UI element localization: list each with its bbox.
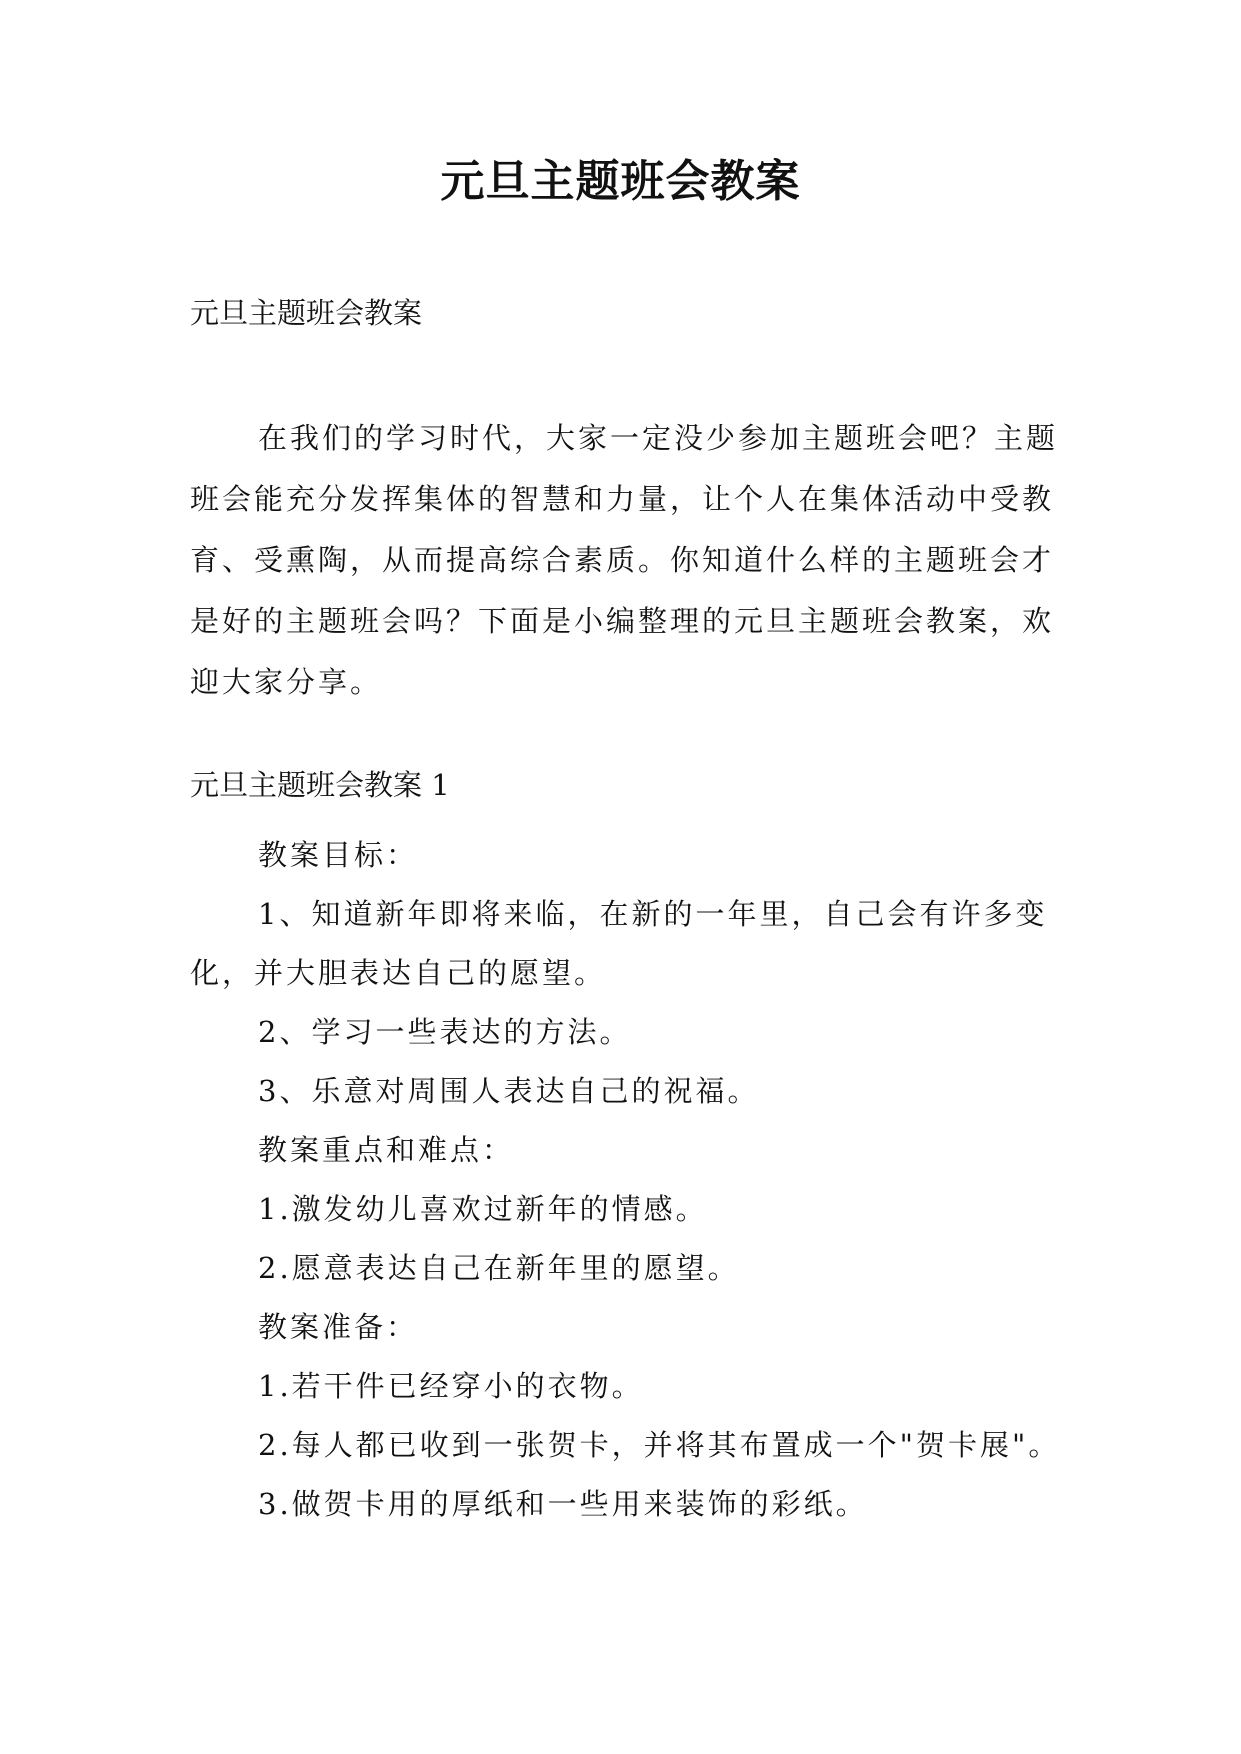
key-point-item: 2.愿意表达自己在新年里的愿望。 [258,1251,740,1285]
document-subtitle: 元旦主题班会教案 [190,296,423,330]
document-title: 元旦主题班会教案 [440,156,801,207]
key-points-heading: 教案重点和难点： [258,1133,515,1167]
objective-item: 1、知道新年即将来临，在新的一年里，自己会有许多变化，并大胆表达自己的愿望。 [190,897,1048,990]
preparation-item: 3.做贺卡用的厚纸和一些用来装饰的彩纸。 [258,1487,868,1521]
preparation-item: 1.若干件已经穿小的衣物。 [258,1369,644,1403]
objectives-heading: 教案目标： [258,838,419,872]
preparation-heading: 教案准备： [258,1310,419,1344]
key-point-item: 1.激发幼儿喜欢过新年的情感。 [258,1192,708,1226]
lesson-plan-body [190,826,1070,1534]
objective-item: 3、乐意对周围人表达自己的祝福。 [258,1074,760,1108]
preparation-item: 2.每人都已收到一张贺卡，并将其布置成一个"贺卡展"。 [258,1428,1061,1462]
intro-paragraph: 在我们的学习时代，大家一定没少参加主题班会吧？主题班会能充分发挥集体的智慧和力量，让个人在集体活动中受教育、受熏陶，从而提高综合素质。你知道什么样的主题班会才是好的主题班会吗？下面是小编整理的元旦主题班会教案，欢迎大家分享。 [190,421,1059,699]
section-heading: 元旦主题班会教案 1 [190,768,450,802]
objective-item: 2、学习一些表达的方法。 [258,1015,632,1049]
